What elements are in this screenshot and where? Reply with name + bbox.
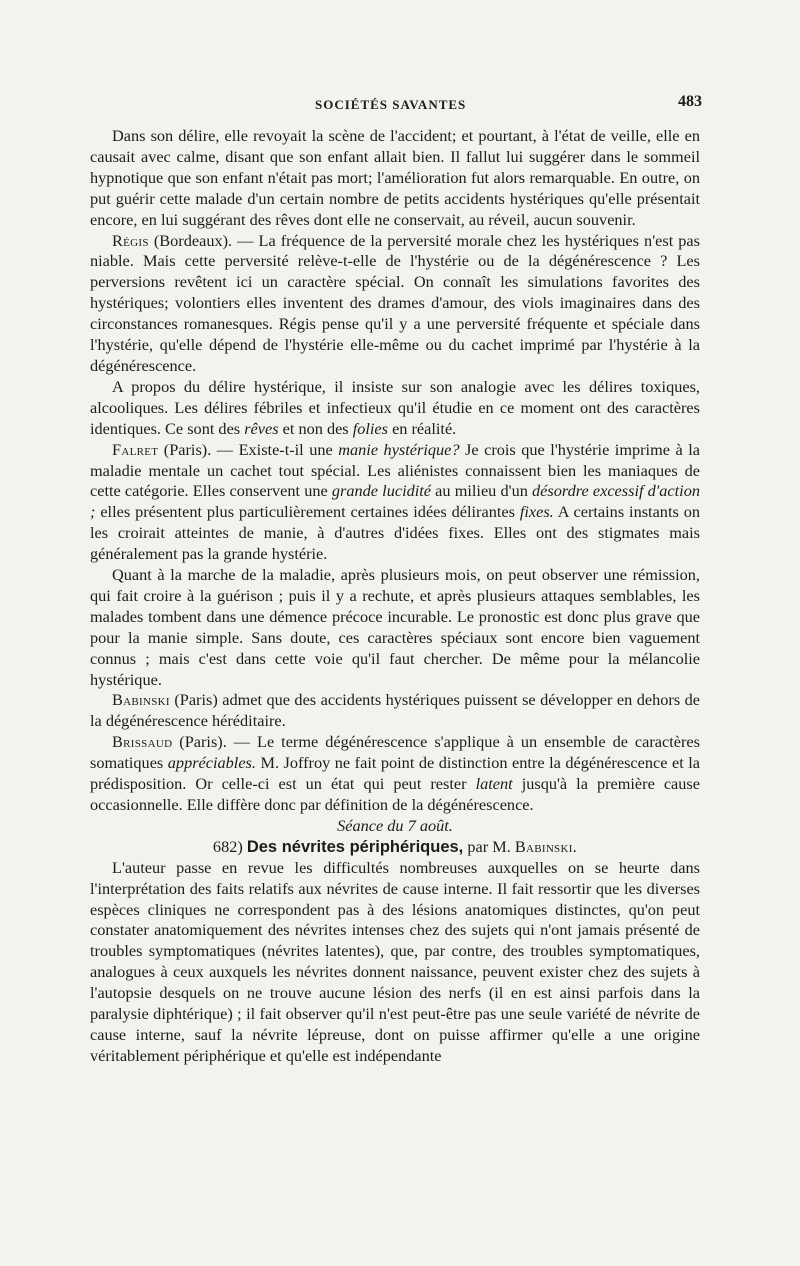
page-header (90, 93, 710, 117)
paragraph-regis (90, 231, 700, 377)
italic-run: rêves (244, 418, 279, 438)
text-run: A certains instants on les croirait atteintes de manie, à d'autres d'idées fixes. Elles ont des stigmates mais généralement pas la grande hystérie. (90, 502, 700, 564)
speaker-babinski: Babinski (112, 690, 170, 710)
text-run: au milieu d'un (431, 481, 533, 501)
italic-run: fixes. (519, 502, 554, 522)
speaker-brissaud: Brissaud (112, 732, 173, 752)
article-author: Babinski. (514, 836, 578, 856)
text-run: elles présentent plus particulièrement certaines idées délirantes (95, 502, 520, 522)
italic-run: manie hystérique? (338, 439, 460, 459)
paragraph-continuation: Dans son délire, elle revoyait la scène de l'accident; et pourtant, à l'état de veille, elle en causait avec calme, disant que son enfant allait bien. Il fallut lui suggérer dans le sommeil hypnotique que son enfant n'était pas mort; l'amélioration fut alors remarquable. En outre, on put guérir cette malade d'un certain nombre de petits accidents hystériques qu'elle présentait encore, en lui suggérant des rêves dont elle ne conservait, au réveil, aucun souvenir. (90, 126, 700, 229)
article-heading (90, 837, 700, 858)
paragraph-babinski (90, 690, 700, 732)
page-body (90, 126, 700, 1067)
text-run: Je crois que l'hystérie imprime à la maladie mentale un cachet tout spécial. Les aliénistes connaissent bien les maniaques de cette catégorie. Elles conservent une (90, 439, 700, 501)
regis-text: (Bordeaux). — La fréquence de la perversité morale chez les hystériques n'est pas niable. Mais cette perversité relève-t-elle de l'hystérie ou de la dégénérescence ? Les perversions revêtent ici un caractère spécial. On connaît les simulations favorites des hystériques; volontiers elles inventent des drames d'amour, des viols imaginaires dans des circonstances romanesques. Régis pense qu'il y a une perversité fréquente et spéciale dans l'hystérie, qu'elle dépend de l'hystérie elle-même ou du cachet imprimé par l'hystérie à la dégénérescence. (90, 230, 700, 375)
text-run: (Paris). — Existe-t-il une (158, 439, 339, 459)
page-number: 483 (678, 93, 702, 110)
speaker-falret: Falret (112, 439, 159, 459)
italic-run: latent (475, 774, 513, 794)
italic-run: folies (352, 418, 388, 438)
article-title: Des névrites périphériques, (246, 837, 464, 856)
babinski-text: (Paris) admet que des accidents hystériques puissent se développer en dehors de la dégénérescence héréditaire. (90, 690, 700, 731)
text-run: (Paris). — Le terme dégénérescence s'applique à un ensemble de caractères somatiques (90, 732, 700, 773)
italic-run: appréciables. (167, 753, 256, 773)
running-head: SOCIÉTÉS SAVANTES (315, 97, 467, 112)
text-run: M. Joffroy ne fait point de distinction entre la dégénérescence et la prédisposition. Or celle-ci est un état qui peut rester (90, 753, 700, 794)
text-run: et non des (278, 418, 353, 438)
italic-run: désordre excessif d'action ; (90, 481, 700, 522)
speaker-regis: Régis (112, 230, 149, 250)
paragraph-marche: Quant à la marche de la maladie, après plusieurs mois, on peut observer une rémission, qui fait croire à la guérison ; puis il y a rechute, et après plusieurs attaques semblables, les malades tombent dans une démence précoce incurable. Le pronostic est donc plus grave que pour la manie simple. Sans doute, ces caractères spéciaux sont encore bien vaguement connus ; mais c'est dans cette voie qu'il faut chercher. De même pour la mélancolie hystérique. (90, 565, 700, 689)
paragraph-delire (90, 377, 700, 440)
italic-run: grande lucidité (331, 481, 432, 501)
article-number: 682) (212, 836, 243, 856)
paragraph-falret (90, 440, 700, 565)
text-run: A propos du délire hystérique, il insiste sur son analogie avec les délires toxiques, alcooliques. Les délires fébriles et infectieux qu'il étudie en ce moment ont des caractères identiques. Ce sont des (90, 376, 700, 438)
text-run: jusqu'à la première cause occasionnelle. Elle diffère donc par définition de la dégénérescence. (90, 774, 700, 814)
paragraph-nevrites: L'auteur passe en revue les difficultés nombreuses auxquelles on se heurte dans l'interprétation des faits relatifs aux névrites de cause interne. Il fait ressortir que les diverses espèces cliniques ne correspondent pas à des lésions anatomiques distinctes, qu'on peut constater anatomiquement des névrites intenses chez des sujets qui n'ont jamais présenté de troubles symptomatiques (névrites latentes), que, par contre, des troubles symptomatiques, analogues à ceux auxquels les névrites donnent naissance, peuvent exister chez des sujets à l'autopsie desquels on ne trouve aucune lésion des nerfs (il en est ainsi parfois dans la paralysie diphtérique) ; il fait observer qu'il n'est peut-être pas une seule variété de névrite de cause interne, sauf la névrite lépreuse, dont on puisse affirmer qu'elle a une origine véritablement périphérique et qu'elle est indépendante (90, 857, 700, 1065)
article-by: par M. (463, 836, 515, 856)
text-run: en réalité. (388, 418, 457, 438)
session-heading: Séance du 7 août. (337, 815, 453, 835)
paragraph-brissaud (90, 732, 700, 816)
